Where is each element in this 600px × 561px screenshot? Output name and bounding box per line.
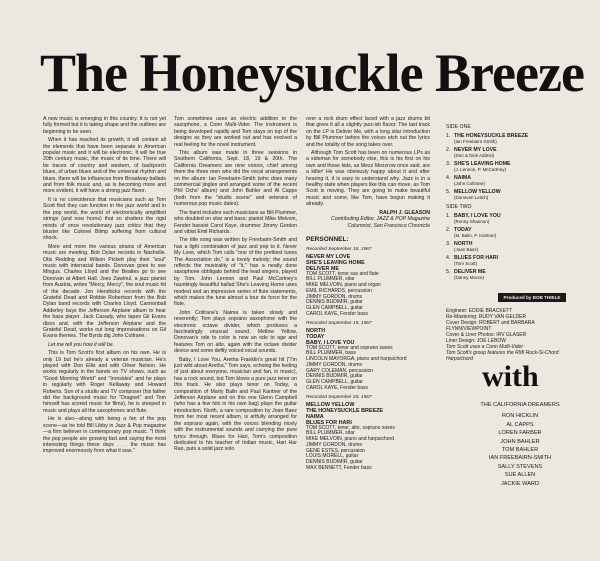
- session-credit: EMIL RICHARDS, percussion: [306, 287, 372, 294]
- session-credit: DENNIS BUDIMIR, guitar: [306, 373, 363, 380]
- track-number: 1.: [446, 133, 451, 139]
- liner-paragraph: The band includes such musicians as Bill Plummer, who doubled on sitar and bass; pianist Mike Melvoin, Fender bassist Carol Kaye, drummer Jimmy Gordon and vibist Emil Richards.: [174, 209, 297, 235]
- track-title: TODAY: [454, 227, 472, 233]
- track-title: BLUES FOR HARI: [454, 255, 499, 261]
- track-info: [454, 255, 498, 267]
- track-number: 2.: [446, 147, 451, 153]
- track-info: [454, 133, 528, 145]
- signature-name: RALPH J. GLEASON: [379, 209, 430, 216]
- side-one-tracks: [446, 133, 566, 201]
- band-member: LOREN FARBER: [498, 430, 542, 437]
- session-song: DELIVER ME: [306, 265, 339, 272]
- band-member: RON HICKLIN: [501, 413, 539, 420]
- track-info: [454, 241, 478, 253]
- track-number: 3.: [446, 241, 451, 247]
- session-credit: MAX BENNETT, Fender bass: [306, 464, 372, 471]
- track-composer: (Don & Dick Addrisi): [454, 153, 495, 158]
- recording-session: [306, 247, 430, 317]
- session-credit: BILL PLUMMER, bass: [306, 350, 356, 357]
- track-number: 4.: [446, 255, 451, 261]
- liner-paragraph: over a rock drum effect laced with a jazz drums bit that gives it all a slightly jazz-ish flavor. The last track on the LP is Deliver Me, with a long sitar introduction by Bill Plummer before the voices etch out the lyrics and the totality of the song takes over.: [306, 116, 430, 148]
- track-composer: (Joan Baez): [454, 247, 479, 252]
- track-item: [446, 161, 566, 173]
- album-title: The Honeysuckle Breeze: [40, 43, 584, 103]
- side-two-label: SIDE TWO: [446, 204, 472, 210]
- track-number: 4.: [446, 175, 451, 181]
- track-title: MELLOW YELLOW: [454, 189, 501, 195]
- session-credit: GLEN CAMPBELL, guitar: [306, 304, 363, 311]
- session-song: BABY, I LOVE YOU: [306, 339, 355, 346]
- liner-paragraph: Tom sometimes uses an electric addition to the saxophone, a Conn Multi-Vider. The instrument is being developed rapidly and Tom stays on top of the designs as they are worked out and has evolved a real feeling for the novel instrument.: [174, 116, 297, 148]
- track-item: [446, 227, 566, 239]
- track-item: [446, 175, 566, 187]
- engineering-credit: Re-Mastering: RUDY VAN GELDER: [446, 314, 527, 320]
- track-item: [446, 255, 566, 267]
- engineering-credit: Liner Design: JOE LEBOW: [446, 338, 507, 344]
- engineering-credits: [446, 308, 568, 362]
- session-credit: DENNIS BUDIMIR, guitar: [306, 299, 363, 306]
- track-info: [454, 269, 486, 281]
- track-composer: (Ronny Shannon): [454, 219, 490, 224]
- track-number: 5.: [446, 189, 451, 195]
- track-composer: (Ian Freebairn-Smith): [454, 139, 497, 144]
- session-song: TODAY: [306, 333, 325, 340]
- producer-credit: Produced by BOB THIELE: [498, 293, 566, 302]
- liner-paragraph: It is no coincidence that musicians such as Tom Scott find they can function in the jazz world and in the pop world, the world of electronically amplified strings (and now horns) that so shatters the rigid minds of once revolutionary jazz critics that they bluster like Colonel Blimp suffering from cultural shock.: [43, 196, 166, 242]
- session-song: BLUES FOR HARI: [306, 419, 352, 426]
- liner-paragraph: The title song was written by Freebairn-Smith and has a light combination of jazz and pop to it. Never My Love, which Tom calls "one of the prettiest tunes The Association do," is a lovely melody; the sound reflects the musicality of "it," has a neatly done saxophone obbligato behind the lead singers, played by Tom. John Lennon and Paul McCartney's hauntingly beautiful ballad She's Leaving Home uses modest and an impressive series of flute statements, which makes the tune almost a tour de force for the flute.: [174, 237, 297, 308]
- session-date: Recorded September 18, 1967: [306, 247, 372, 253]
- band-member: SALLY STEVENS: [497, 463, 543, 470]
- track-title: NEVER MY LOVE: [454, 147, 497, 153]
- session-credit: BILL PLUMMER, sitar: [306, 276, 355, 283]
- track-title: DELIVER ME: [454, 269, 486, 275]
- track-item: [446, 213, 566, 225]
- recording-session: [306, 321, 430, 391]
- liner-paragraph: He is also—along with being a fan of the pop scene—as he told Bill Libby in Jazz & Pop magazine—a firm believer in contemporary pop music. "I think the pop people are growing fast and saying the most interesting things these days . . . the music has improved enormously from what it was.": [43, 416, 166, 455]
- track-item: [446, 189, 566, 201]
- session-credit: JIMMY GORDON, drums: [306, 441, 363, 448]
- track-composer: (Tom Scott): [454, 261, 478, 266]
- liner-paragraph: Let me tell you how it will be.: [48, 341, 115, 348]
- band-member: SUE ALLEN: [504, 472, 536, 479]
- track-info: [454, 189, 501, 201]
- liner-paragraph: Baby, I Love You, Aretha Franklin's great hit ("I'm just wild about Aretha," Tom says, echoing the feeling of just about everyone, musician and fan, in music), has a rock sound, but Tom blows a pure jazz tenor on this track. He also plays tenor on Today, a composition of Marty Balin and Paul Kantner of the Jefferson Airplane and on this one Glenn Campbell (who has a few hits in his own bag) plays the guitar introduction. North, a rare composition by Joan Baez from her most recent album, is artfully arranged for the soprano again, with the voices blending nicely with the instrumental sounds and carrying the pure lyrics through. Blues for Hari, Tom's composition dedicated to his teacher of Indian music, Hari Har Rao, puts a solid jazz solo: [174, 356, 297, 453]
- with-heading: with: [482, 360, 539, 393]
- session-song: NEVER MY LOVE: [306, 253, 351, 260]
- session-song: MELLOW YELLOW: [306, 401, 355, 408]
- side-one-label: SIDE ONE: [446, 124, 471, 130]
- track-item: [446, 241, 566, 253]
- signature-role: Contributing Editor, JAZZ & POP Magazine: [331, 216, 430, 223]
- session-credit: TOM SCOTT, tenor sax and flute: [306, 270, 379, 277]
- track-composer: (J. Lennon, P. McCartney): [454, 167, 506, 172]
- session-song: NAIMA: [306, 413, 324, 420]
- track-info: [454, 213, 501, 225]
- track-title: THE HONEYSUCKLE BREEZE: [454, 133, 529, 139]
- track-number: 5.: [446, 269, 451, 275]
- track-title: NORTH: [454, 241, 473, 247]
- band-members: [470, 412, 570, 488]
- track-info: [454, 147, 497, 159]
- band-member: AL CAPPS: [506, 421, 534, 428]
- liner-paragraph: This album was made in three sessions in Southern California, Sept. 18, 19 & 20th. The California Dreamers are nine voices, chief among them the three men who did the vocal arrangements on the album: Ian Freebairn-Smith (who does many commercial jingles and arranged some of the recent Phil Ochs' album) and John Bahler and Al Capps (both from the "studio scene" and veterans of numerous pop music dates).: [174, 150, 297, 208]
- liner-paragraph: John Coltrane's Naima is taken slowly and reverently; Tom plays soprano saxophone with the electronic octave divider, which produces a fascinatingly unusual sound. Mellow Yellow, Donovan's ode to color is now an ode to age and features Tom on alto, again with the octave divider device and some deftly voiced vocal sounds.: [174, 309, 297, 355]
- tracklist: [446, 124, 566, 283]
- signature: [306, 210, 430, 229]
- recording-session: [306, 395, 430, 471]
- session-credit: JIMMY GORDON, drums: [306, 361, 363, 368]
- session-date: Recorded September 19, 1967: [306, 321, 372, 327]
- track-title: BABY, I LOVE YOU: [454, 213, 501, 219]
- track-info: [454, 227, 496, 239]
- session-credit: MIKE MELVOIN, piano and organ: [306, 282, 381, 289]
- track-info: [454, 161, 510, 173]
- track-title: NAIMA: [454, 175, 472, 181]
- personnel-heading: PERSONNEL:: [306, 235, 349, 243]
- session-credit: LINCOLN MAYORGA, piano and harpsichord: [306, 356, 407, 363]
- liner-notes-column-3: [306, 116, 430, 556]
- track-composer: (Danny Moore): [454, 275, 485, 280]
- session-song: NORTH: [306, 327, 326, 334]
- personnel-sessions: [306, 247, 430, 471]
- liner-paragraph: When it has reached its growth, it will contain all the elements that have been separate in American popular music and it will be electronic. It will be true 20th century music, the music of its time. There will be traces of country and western, of backporch blues, of urban blues and of the universal rhythm and blues, there will be influences from Broadway ballads and from folk music and, as is becoming more and more evident, it will have a strong jazz flavor.: [43, 137, 166, 195]
- liner-notes-column-1: [43, 116, 166, 556]
- session-credit: TOM SCOTT, tenor and soprano saxes: [306, 344, 393, 351]
- session-credit: BILL PLUMMER, sitar: [306, 430, 355, 437]
- track-composer: (Donovan Leitch): [454, 195, 489, 200]
- band-name: THE CALIFORNIA DREAMERS: [480, 402, 560, 408]
- engineering-note: Tom Scott uses a Conn Multi-Vider: [446, 344, 523, 350]
- session-song: THE HONEYSUCKLE BREEZE: [306, 407, 383, 414]
- session-credit: GLEN CAMPBELL, guitar: [306, 378, 363, 385]
- engineering-credit: Engineer: EDDIE BRACKETT: [446, 308, 513, 314]
- track-number: 1.: [446, 213, 451, 219]
- liner-paragraph: This is Tom Scott's first album on his own. He is only 19 but he's already a veteran musician. He's played with Don Ellis and with Oliver Nelson. He works regularly in the bands on TV shows, such as "Good Morning World" and "Ironsides" and he plays in regularly with Roger Kellaway and Howard Roberts. Son of a studio and TV composer (his father did the background music for "Dragnet" and Tom himself has scored music for films), he is steeped in music and plays all the saxophones and flute.: [43, 350, 166, 414]
- track-item: [446, 147, 566, 159]
- session-credit: LOUIS MORELL, guitar: [306, 453, 359, 460]
- track-title: SHE'S LEAVING HOME: [454, 161, 511, 167]
- signature-org: Columnist, San Francisco Chronicle: [347, 222, 430, 229]
- band-member: JOHN BAHLER: [500, 438, 540, 445]
- band-member: IAN FREEBAIRN-SMITH: [488, 455, 552, 462]
- session-credit: JIMMY GORDON, drums: [306, 293, 363, 300]
- engineering-credit: Cover Design: ROBERT and BARBARA FLYNN/VIEWPOINT: [446, 320, 535, 332]
- band-member: TOM BAHLER: [501, 447, 539, 454]
- liner-paragraph: Although Tom Scott has been on numerous LPs as a sideman for somebody else, this is his first on his own and those kids, as Mezz Mezzrow once said, are a killer! He was obviously happy about it and after hearing it, it is easy to understand why. Jazz is in a healthy state when players like this can move, as Tom Scott is moving. They are going to make beautiful music and some, like Tom, have begun making it already.: [306, 150, 430, 208]
- band-member: JACKIE WARD: [500, 480, 540, 487]
- session-credit: GARY COLEMAN, percussion: [306, 367, 374, 374]
- session-credit: CAROL KAYE, Fender bass: [306, 310, 368, 317]
- session-credit: TOM SCOTT, tenor, alto, soprano saxes: [306, 424, 395, 431]
- session-credit: MIKE MELVOIN, piano and harpsichord: [306, 436, 395, 443]
- session-credit: GENE ESTES, percussion: [306, 447, 365, 454]
- engineering-credit: Cover & Liner Photos: IRV GLASER: [446, 332, 527, 338]
- session-date: Recorded September 20, 1967: [306, 395, 372, 401]
- track-composer: (John Coltrane): [454, 181, 486, 186]
- session-credit: CAROL KAYE, Fender bass: [306, 384, 368, 391]
- track-composer: (M. Balin, P. Kantner): [454, 233, 497, 238]
- track-number: 3.: [446, 161, 451, 167]
- track-info: [454, 175, 485, 187]
- liner-paragraph: A new music is emerging in this country. It is not yet fully formed but it is taking shape and the outlines are beginning to be seen.: [43, 116, 166, 135]
- liner-notes-column-2: [174, 116, 297, 556]
- session-song: SHE'S LEAVING HOME: [306, 259, 365, 266]
- liner-paragraph: More and more the various strains of American music are meeting. Bob Dylan records in Nashville. Otis Redding and Wilson Pickett play their "soul" music with interracial bands. Donovan goes to see Mingus. Charles Lloyd and the Beatles go to see Donovan at Albert Hall. Joes Zawinul, a jazz pianist from Austria, writes "Mercy, Mercy", the soul music hit of the decade. Jon Hendricks records with the Grateful Dead and Robbie Robertson from the Bob Dylan band records with Charles Lloyd. Cannonball Adderley buys the Jefferson Airplane album to hear the bass player. Jack Casady, who tapes Gil Evans discs and, with the Jefferson Airplane and the Grateful Dead, works out long improvisations on Gil Evans themes. The Byrds dig John Coltrane.: [43, 243, 166, 340]
- band-credits: [470, 401, 570, 488]
- track-number: 2.: [446, 227, 451, 233]
- engineering-note: Tom Scott's group features the RMI Rock-Si-Chord Harpsichord: [446, 350, 559, 362]
- session-credit: DENNIS BUDIMIR, guitar: [306, 459, 363, 465]
- side-two-tracks: [446, 213, 566, 281]
- track-item: [446, 269, 566, 281]
- track-item: [446, 133, 566, 145]
